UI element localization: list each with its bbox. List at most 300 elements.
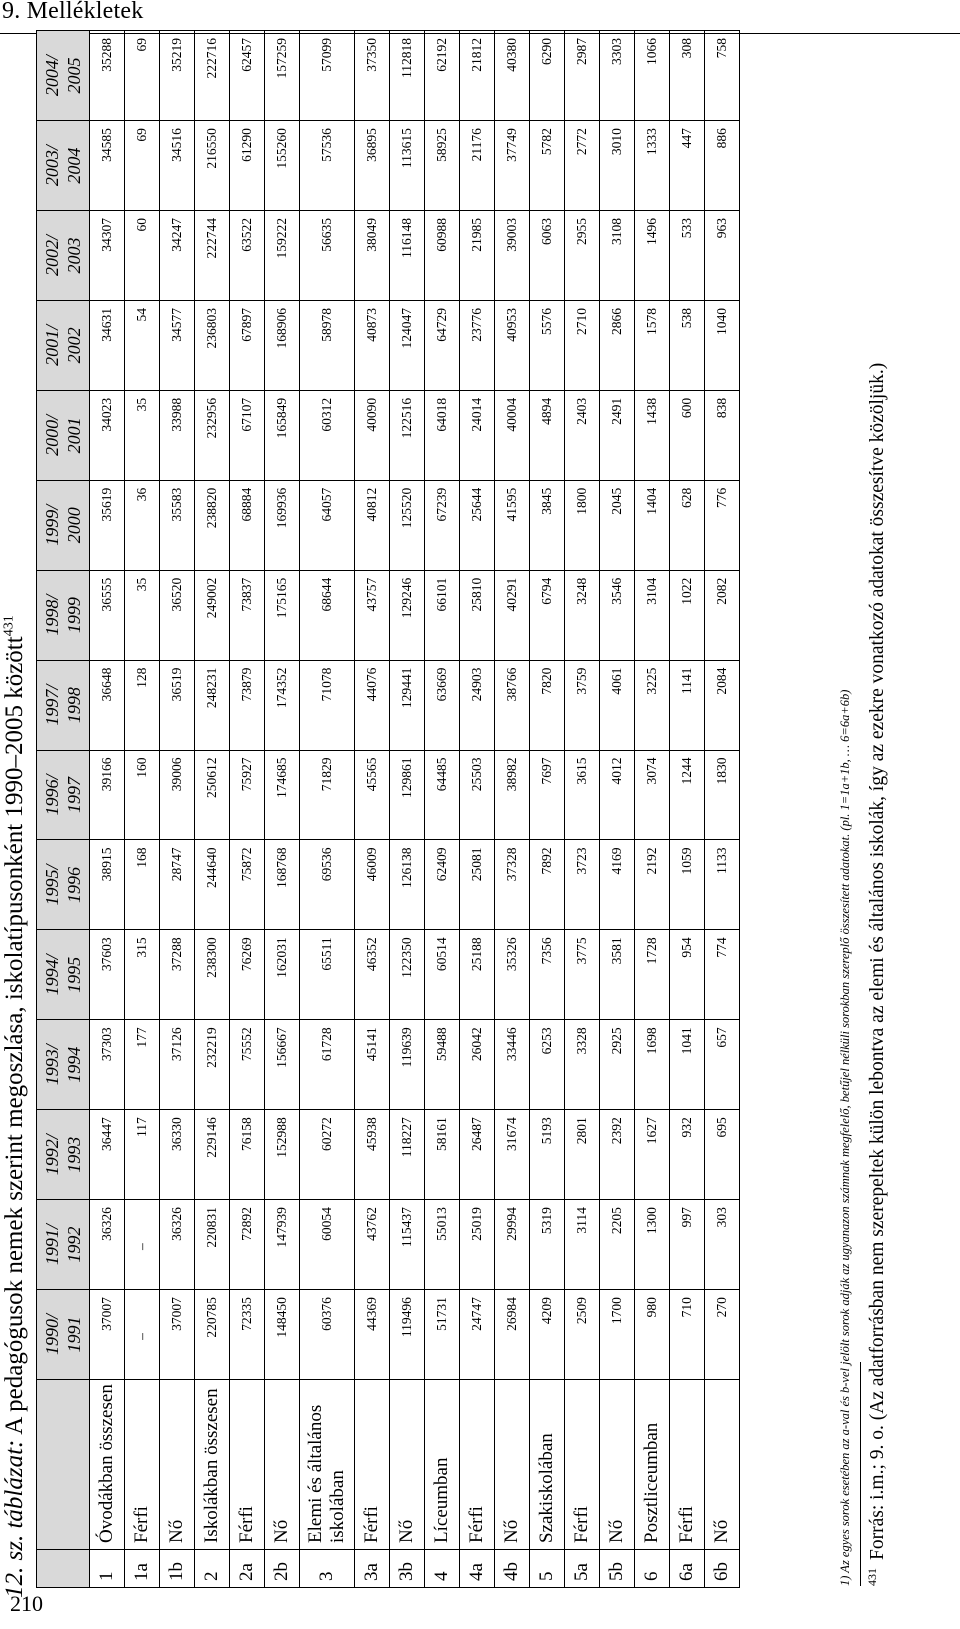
- table-cell: 710: [670, 1290, 705, 1380]
- table-cell: 75552: [230, 1020, 265, 1110]
- header-year-end: 2005: [64, 57, 84, 94]
- table-cell: 129441: [390, 660, 425, 750]
- row-code: 3b: [390, 1550, 425, 1588]
- table-cell: 63522: [230, 211, 265, 301]
- table-cell: 997: [670, 1200, 705, 1290]
- table-cell: 1700: [600, 1290, 635, 1380]
- running-head: 9. Mellékletek: [2, 0, 144, 24]
- header-year-start: 2003/: [42, 145, 62, 187]
- table-cell: 25810: [460, 570, 495, 660]
- table-cell: 33988: [160, 390, 195, 480]
- table-cell: 3759: [565, 660, 600, 750]
- table-cell: 44076: [355, 660, 390, 750]
- source-footnote: [866, 26, 890, 1586]
- table-cell: 303: [705, 1200, 740, 1290]
- table-cell: 3775: [565, 930, 600, 1020]
- table-note: 1) Az egyes sorok esetében az a-val és b-vel jelölt sorok adják az ugyanazon számnak megfelelő, betűjel nélküli sorokban szereplő összesített adatokat. (pl. 1=1a+1b, … 6=6a+6b): [838, 689, 852, 1586]
- table-cell: 46009: [355, 840, 390, 930]
- row-label: Elemi és általános iskolában: [300, 1380, 355, 1550]
- table-cell: 3328: [565, 1020, 600, 1110]
- table-cell: 165849: [265, 390, 300, 480]
- header-year-end: 1991: [64, 1316, 84, 1353]
- row-label: Nő: [160, 1380, 195, 1550]
- table-cell: 21176: [460, 121, 495, 211]
- row-label: Férfi: [125, 1380, 160, 1550]
- table-cell: 159222: [265, 211, 300, 301]
- header-year-start: 1999/: [42, 504, 62, 546]
- table-cell: 34585: [90, 121, 125, 211]
- table-cell: 270: [705, 1290, 740, 1380]
- row-label: Posztliceumban: [635, 1380, 670, 1550]
- table-cell: 168: [125, 840, 160, 930]
- table-cell: 7892: [530, 840, 565, 930]
- table-cell: 58925: [425, 121, 460, 211]
- table-cell: 980: [635, 1290, 670, 1380]
- table-cell: 24747: [460, 1290, 495, 1380]
- table-cell: 76158: [230, 1110, 265, 1200]
- table-cell: 36: [125, 480, 160, 570]
- table-cell: 774: [705, 930, 740, 1020]
- table-cell: 156667: [265, 1020, 300, 1110]
- table-cell: 45938: [355, 1110, 390, 1200]
- table-cell: 7697: [530, 750, 565, 840]
- row-label: Nő: [390, 1380, 425, 1550]
- table-cell: 25081: [460, 840, 495, 930]
- table-cell: 148450: [265, 1290, 300, 1380]
- table-cell: 4012: [600, 750, 635, 840]
- table-cell: 46352: [355, 930, 390, 1020]
- header-year-end: 1997: [64, 777, 84, 814]
- caption-prefix: 12. sz. táblázat:: [1, 1439, 28, 1598]
- header-blank-code: [37, 1550, 90, 1588]
- header-year-10: [37, 390, 90, 480]
- table-cell: 238820: [195, 480, 230, 570]
- table-cell: 69: [125, 31, 160, 121]
- table-cell: 21812: [460, 31, 495, 121]
- table-cell: 67897: [230, 300, 265, 390]
- header-year-start: 2001/: [42, 324, 62, 366]
- table-cell: 54: [125, 300, 160, 390]
- table-cell: 33446: [495, 1020, 530, 1110]
- table-cell: 36447: [90, 1110, 125, 1200]
- table-cell: 3546: [600, 570, 635, 660]
- header-year-start: 2004/: [42, 55, 62, 97]
- table-cell: 7356: [530, 930, 565, 1020]
- table-cell: 5319: [530, 1200, 565, 1290]
- table-cell: 37303: [90, 1020, 125, 1110]
- header-blank-label: [37, 1380, 90, 1550]
- table-cell: 31674: [495, 1110, 530, 1200]
- table-row: [705, 31, 740, 1588]
- header-year-5: [37, 840, 90, 930]
- table-cell: 628: [670, 480, 705, 570]
- table-cell: 2205: [600, 1200, 635, 1290]
- table-cell: 308: [670, 31, 705, 121]
- row-label: Nő: [705, 1380, 740, 1550]
- table-cell: 40953: [495, 300, 530, 390]
- header-year-end: 1996: [64, 866, 84, 903]
- table-cell: 37749: [495, 121, 530, 211]
- table-cell: 7820: [530, 660, 565, 750]
- table-cell: 1578: [635, 300, 670, 390]
- row-code: 5a: [565, 1550, 600, 1588]
- table-cell: 60312: [300, 390, 355, 480]
- table-cell: 73837: [230, 570, 265, 660]
- table-cell: 61290: [230, 121, 265, 211]
- row-label: Férfi: [355, 1380, 390, 1550]
- table-cell: 56635: [300, 211, 355, 301]
- header-year-start: 1992/: [42, 1134, 62, 1176]
- table-cell: 1627: [635, 1110, 670, 1200]
- source-footnote-ref: 431: [864, 1568, 879, 1586]
- table-cell: 6063: [530, 211, 565, 301]
- table-row: [125, 31, 160, 1588]
- table-cell: 124047: [390, 300, 425, 390]
- table-cell: 3248: [565, 570, 600, 660]
- header-year-start: 1994/: [42, 954, 62, 996]
- table-cell: 35: [125, 390, 160, 480]
- table-cell: 24903: [460, 660, 495, 750]
- row-label: Férfi: [230, 1380, 265, 1550]
- table-cell: 695: [705, 1110, 740, 1200]
- table-cell: 68644: [300, 570, 355, 660]
- table-cell: 600: [670, 390, 705, 480]
- header-year-end: 2004: [64, 147, 84, 184]
- table-cell: 63669: [425, 660, 460, 750]
- row-label: Férfi: [670, 1380, 705, 1550]
- table-cell: 2491: [600, 390, 635, 480]
- table-cell: 26984: [495, 1290, 530, 1380]
- source-text: Forrás: i.m.; 9. o. (Az adatforrásban nem szerepeltek külön lebontva az elemi és általános iskolák, így az ezekre vonatkozó adatokat összesítve közöljük.): [867, 362, 888, 1560]
- table-cell: 34577: [160, 300, 195, 390]
- row-label: Nő: [265, 1380, 300, 1550]
- table-cell: 147939: [265, 1200, 300, 1290]
- table-cell: 119639: [390, 1020, 425, 1110]
- table-cell: 2710: [565, 300, 600, 390]
- table-cell: 2392: [600, 1110, 635, 1200]
- rotated-table-block: [0, 23, 948, 1598]
- table-cell: 39003: [495, 211, 530, 301]
- table-cell: 37350: [355, 31, 390, 121]
- table-cell: 2925: [600, 1020, 635, 1110]
- table-cell: 3114: [565, 1200, 600, 1290]
- table-cell: 71829: [300, 750, 355, 840]
- table-cell: 118227: [390, 1110, 425, 1200]
- table-cell: 2192: [635, 840, 670, 930]
- table-cell: 35619: [90, 480, 125, 570]
- table-cell: 174685: [265, 750, 300, 840]
- table-cell: 6290: [530, 31, 565, 121]
- header-year-end: 1992: [64, 1226, 84, 1263]
- table-cell: 1041: [670, 1020, 705, 1110]
- table-cell: 129861: [390, 750, 425, 840]
- table-cell: 58978: [300, 300, 355, 390]
- header-year-start: 1997/: [42, 684, 62, 726]
- table-cell: 162031: [265, 930, 300, 1020]
- table-body: [90, 31, 740, 1588]
- table-cell: 4209: [530, 1290, 565, 1380]
- header-year-end: 1994: [64, 1046, 84, 1083]
- table-cell: 3104: [635, 570, 670, 660]
- header-year-6: [37, 750, 90, 840]
- row-code: 2b: [265, 1550, 300, 1588]
- table-cell: 64485: [425, 750, 460, 840]
- row-code: 4b: [495, 1550, 530, 1588]
- table-cell: 3581: [600, 930, 635, 1020]
- table-cell: 2082: [705, 570, 740, 660]
- header-year-3: [37, 1020, 90, 1110]
- table-cell: 28747: [160, 840, 195, 930]
- header-year-11: [37, 300, 90, 390]
- table-row: [265, 31, 300, 1588]
- table-cell: 1133: [705, 840, 740, 930]
- table-cell: 60988: [425, 211, 460, 301]
- table-cell: 37007: [90, 1290, 125, 1380]
- table-cell: 36895: [355, 121, 390, 211]
- table-row: [160, 31, 195, 1588]
- table-row: [565, 31, 600, 1588]
- table-cell: 222716: [195, 31, 230, 121]
- table-cell: 37007: [160, 1290, 195, 1380]
- table-cell: 65511: [300, 930, 355, 1020]
- table-cell: 115437: [390, 1200, 425, 1290]
- header-year-end: 2000: [64, 507, 84, 544]
- header-year-start: 1995/: [42, 864, 62, 906]
- table-cell: 37126: [160, 1020, 195, 1110]
- row-code: 4a: [460, 1550, 495, 1588]
- row-code: 6a: [670, 1550, 705, 1588]
- table-cell: 3074: [635, 750, 670, 840]
- row-code: 1a: [125, 1550, 160, 1588]
- table-cell: 38982: [495, 750, 530, 840]
- table-cell: 3303: [600, 31, 635, 121]
- table-cell: 175165: [265, 570, 300, 660]
- table-cell: 238300: [195, 930, 230, 1020]
- table-cell: 62457: [230, 31, 265, 121]
- table-cell: 40380: [495, 31, 530, 121]
- table-cell: 1438: [635, 390, 670, 480]
- table-cell: 39006: [160, 750, 195, 840]
- table-cell: 1698: [635, 1020, 670, 1110]
- table-cell: 37288: [160, 930, 195, 1020]
- table-cell: 152988: [265, 1110, 300, 1200]
- row-code: 6b: [705, 1550, 740, 1588]
- table-cell: 45565: [355, 750, 390, 840]
- table-cell: 35288: [90, 31, 125, 121]
- table-cell: 72892: [230, 1200, 265, 1290]
- table-cell: 122516: [390, 390, 425, 480]
- table-cell: 34247: [160, 211, 195, 301]
- table-cell: 4894: [530, 390, 565, 480]
- table-cell: 3010: [600, 121, 635, 211]
- table-cell: 244640: [195, 840, 230, 930]
- row-code: 5: [530, 1550, 565, 1588]
- table-row: [90, 31, 125, 1588]
- table-cell: 4061: [600, 660, 635, 750]
- table-cell: 37603: [90, 930, 125, 1020]
- table-cell: 26042: [460, 1020, 495, 1110]
- table-row: [230, 31, 265, 1588]
- header-year-2: [37, 1110, 90, 1200]
- table-caption: [0, 615, 30, 1598]
- table-cell: 60272: [300, 1110, 355, 1200]
- table-cell: 776: [705, 480, 740, 570]
- table-cell: 36648: [90, 660, 125, 750]
- table-cell: 75927: [230, 750, 265, 840]
- header-year-14: [37, 31, 90, 121]
- table-cell: 1300: [635, 1200, 670, 1290]
- table-cell: 1059: [670, 840, 705, 930]
- table-cell: 838: [705, 390, 740, 480]
- table-cell: 25019: [460, 1200, 495, 1290]
- table-cell: 67239: [425, 480, 460, 570]
- table-cell: 6253: [530, 1020, 565, 1110]
- table-cell: 40004: [495, 390, 530, 480]
- row-code: 3: [300, 1550, 355, 1588]
- row-label: Férfi: [460, 1380, 495, 1550]
- table-cell: 60054: [300, 1200, 355, 1290]
- table-cell: 3108: [600, 211, 635, 301]
- table-row: [390, 31, 425, 1588]
- table-cell: 60: [125, 211, 160, 301]
- table-cell: 113615: [390, 121, 425, 211]
- table-cell: 932: [670, 1110, 705, 1200]
- row-code: 6: [635, 1550, 670, 1588]
- table-cell: 64018: [425, 390, 460, 480]
- table-cell: 73879: [230, 660, 265, 750]
- table-cell: 35: [125, 570, 160, 660]
- table-cell: 25503: [460, 750, 495, 840]
- header-year-start: 1990/: [42, 1314, 62, 1356]
- table-cell: 39166: [90, 750, 125, 840]
- table-cell: 36519: [160, 660, 195, 750]
- table-cell: 220831: [195, 1200, 230, 1290]
- table-cell: 38915: [90, 840, 125, 930]
- table-cell: 122350: [390, 930, 425, 1020]
- table-cell: 236803: [195, 300, 230, 390]
- row-label: Iskolákban összesen: [195, 1380, 230, 1550]
- table-cell: 40291: [495, 570, 530, 660]
- table-cell: 1404: [635, 480, 670, 570]
- table-cell: 36326: [90, 1200, 125, 1290]
- table-cell: 116148: [390, 211, 425, 301]
- table-cell: 6794: [530, 570, 565, 660]
- table-cell: 1830: [705, 750, 740, 840]
- table-cell: –: [125, 1200, 160, 1290]
- table-cell: 35219: [160, 31, 195, 121]
- table-cell: 36520: [160, 570, 195, 660]
- table-cell: 69: [125, 121, 160, 211]
- table-cell: 72335: [230, 1290, 265, 1380]
- row-code: 2: [195, 1550, 230, 1588]
- table-cell: 117: [125, 1110, 160, 1200]
- table-cell: 34307: [90, 211, 125, 301]
- header-year-end: 2003: [64, 237, 84, 274]
- table-cell: 232219: [195, 1020, 230, 1110]
- table-cell: 58161: [425, 1110, 460, 1200]
- table-cell: 1022: [670, 570, 705, 660]
- row-code: 4: [425, 1550, 460, 1588]
- table-cell: 1800: [565, 480, 600, 570]
- table-cell: 51731: [425, 1290, 460, 1380]
- table-cell: 2866: [600, 300, 635, 390]
- table-cell: 57536: [300, 121, 355, 211]
- table-cell: 40873: [355, 300, 390, 390]
- table-cell: 61728: [300, 1020, 355, 1110]
- table-cell: 34023: [90, 390, 125, 480]
- header-year-end: 1993: [64, 1136, 84, 1173]
- header-year-start: 1998/: [42, 594, 62, 636]
- table-cell: 538: [670, 300, 705, 390]
- table-cell: 177: [125, 1020, 160, 1110]
- header-year-end: 1998: [64, 687, 84, 724]
- table-cell: 758: [705, 31, 740, 121]
- header-year-start: 2002/: [42, 234, 62, 276]
- table-cell: 169936: [265, 480, 300, 570]
- table-cell: 232956: [195, 390, 230, 480]
- table-row: [495, 31, 530, 1588]
- table-cell: 963: [705, 211, 740, 301]
- table-cell: 60376: [300, 1290, 355, 1380]
- header-year-13: [37, 121, 90, 211]
- row-code: 5b: [600, 1550, 635, 1588]
- table-cell: 43762: [355, 1200, 390, 1290]
- header-year-9: [37, 480, 90, 570]
- table-cell: 2801: [565, 1110, 600, 1200]
- table-cell: 2509: [565, 1290, 600, 1380]
- table-cell: 59488: [425, 1020, 460, 1110]
- table-cell: 447: [670, 121, 705, 211]
- table-cell: 5193: [530, 1110, 565, 1200]
- table-cell: 128: [125, 660, 160, 750]
- table-cell: 5782: [530, 121, 565, 211]
- row-label: Nő: [600, 1380, 635, 1550]
- table-cell: 5576: [530, 300, 565, 390]
- row-code: 1: [90, 1550, 125, 1588]
- row-code: 2a: [230, 1550, 265, 1588]
- table-row: [425, 31, 460, 1588]
- table-cell: 216550: [195, 121, 230, 211]
- table-cell: 37328: [495, 840, 530, 930]
- table-cell: 160: [125, 750, 160, 840]
- table-row: [670, 31, 705, 1588]
- table-cell: 112818: [390, 31, 425, 121]
- table-cell: 57099: [300, 31, 355, 121]
- table-cell: 2045: [600, 480, 635, 570]
- table-cell: 533: [670, 211, 705, 301]
- table-row: [635, 31, 670, 1588]
- table-cell: 657: [705, 1020, 740, 1110]
- table-cell: 1496: [635, 211, 670, 301]
- table-row: [355, 31, 390, 1588]
- table-cell: 315: [125, 930, 160, 1020]
- table-cell: 62409: [425, 840, 460, 930]
- table-cell: 1040: [705, 300, 740, 390]
- header-year-start: 1991/: [42, 1224, 62, 1266]
- table-cell: 1141: [670, 660, 705, 750]
- header-year-8: [37, 570, 90, 660]
- table-cell: 157259: [265, 31, 300, 121]
- table-cell: 168906: [265, 300, 300, 390]
- header-year-0: [37, 1290, 90, 1380]
- row-label: Szakiskolában: [530, 1380, 565, 1550]
- table-cell: 36326: [160, 1200, 195, 1290]
- header-year-end: 1995: [64, 956, 84, 993]
- table-cell: 40812: [355, 480, 390, 570]
- table-cell: 250612: [195, 750, 230, 840]
- table-header-row: [37, 31, 90, 1588]
- table-row: [530, 31, 565, 1588]
